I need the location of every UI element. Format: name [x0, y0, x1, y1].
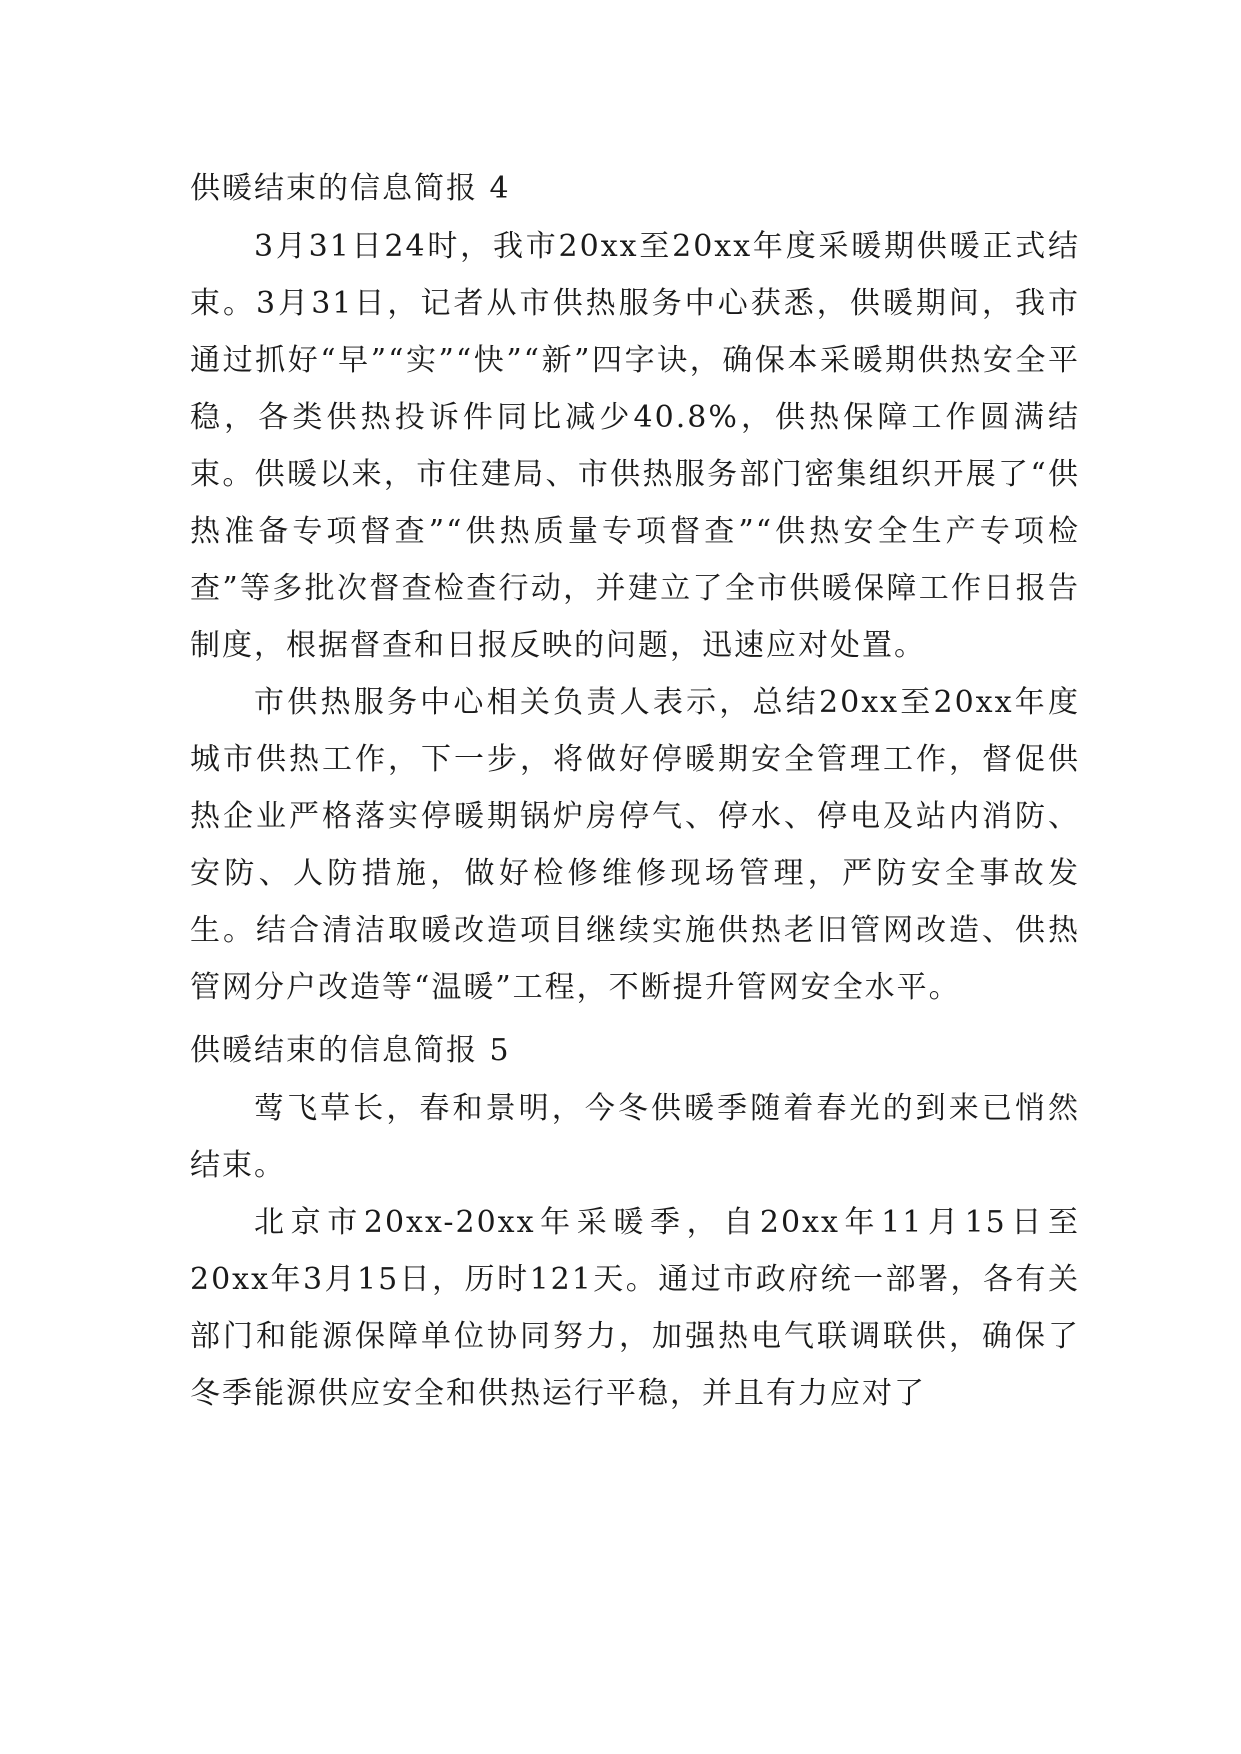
- document-body: [190, 160, 1080, 1422]
- section-5-heading: 供暖结束的信息简报 5: [190, 1033, 511, 1068]
- section-5-paragraph-2: 北京市20xx-20xx年采暖季，自20xx年11月15日至20xx年3月15日，历时121天。通过市政府统一部署，各有关部门和能源保障单位协同努力，加强热电气联调联供，确保了冬季能源供应安全和供热运行平稳，并且有力应对了: [190, 1205, 1080, 1411]
- section-5-paragraph-1: 莺飞草长，春和景明，今冬供暖季随着春光的到来已悄然结束。: [190, 1091, 1080, 1183]
- section-4-paragraph-1: 3月31日24时，我市20xx至20xx年度采暖期供暖正式结束。3月31日，记者从市供热服务中心获悉，供暖期间，我市通过抓好“早”“实”“快”“新”四字诀，确保本采暖期供热安全平稳，各类供热投诉件同比减少40.8%，供热保障工作圆满结束。供暖以来，市住建局、市供热服务部门密集组织开展了“供热准备专项督查”“供热质量专项督查”“供热安全生产专项检查”等多批次督查检查行动，并建立了全市供暖保障工作日报告制度，根据督查和日报反映的问题，迅速应对处置。: [190, 229, 1080, 663]
- section-4-paragraph-2: 市供热服务中心相关负责人表示，总结20xx至20xx年度城市供热工作，下一步，将做好停暖期安全管理工作，督促供热企业严格落实停暖期锅炉房停气、停水、停电及站内消防、安防、人防措施，做好检修维修现场管理，严防安全事故发生。结合清洁取暖改造项目继续实施供热老旧管网改造、供热管网分户改造等“温暖”工程，不断提升管网安全水平。: [190, 685, 1080, 1005]
- section-4-heading: 供暖结束的信息简报 4: [190, 171, 511, 206]
